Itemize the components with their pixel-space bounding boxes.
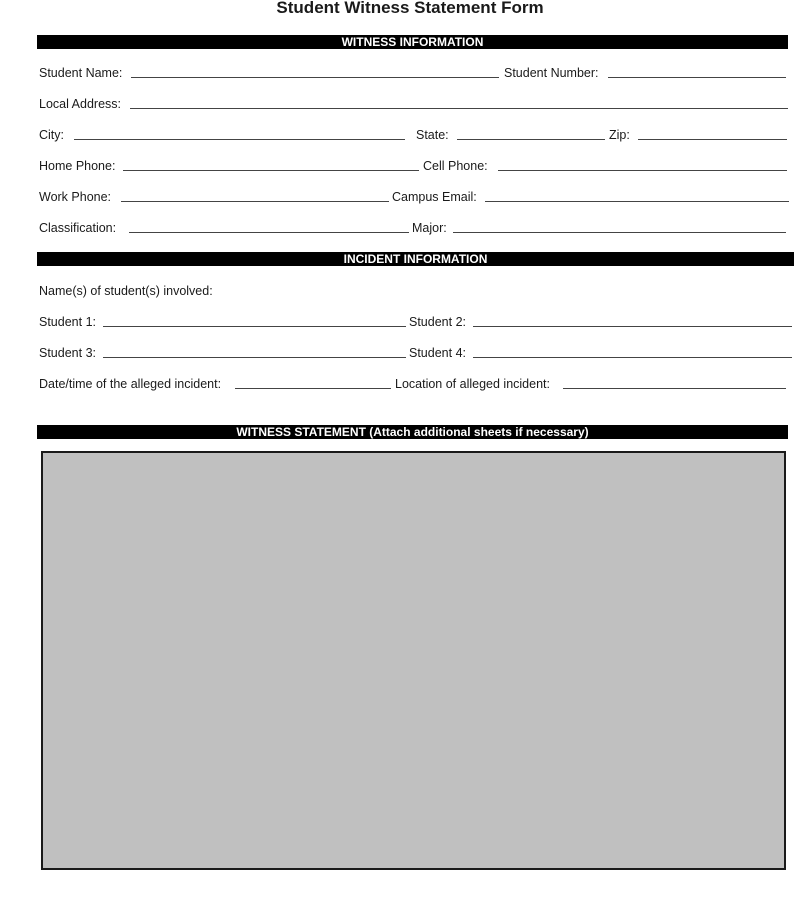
local-address-row — [39, 95, 789, 113]
campus-email-label: Campus Email: — [392, 190, 477, 204]
students-involved-label: Name(s) of student(s) involved: — [39, 284, 213, 298]
city-field[interactable] — [74, 139, 405, 140]
incident-datetime-field[interactable] — [235, 388, 391, 389]
local-address-label: Local Address: — [39, 97, 121, 111]
classification-major-row — [39, 219, 789, 237]
zip-label: Zip: — [609, 128, 630, 142]
student-name-row — [39, 64, 789, 82]
student-number-field[interactable] — [608, 77, 786, 78]
date-location-row — [39, 375, 789, 393]
work-email-row — [39, 188, 791, 206]
incident-datetime-label: Date/time of the alleged incident: — [39, 377, 222, 391]
work-phone-field[interactable] — [121, 201, 389, 202]
cell-phone-label: Cell Phone: — [423, 159, 488, 173]
student-number-label: Student Number: — [504, 66, 599, 80]
student-1-2-row — [39, 313, 793, 331]
student-name-field[interactable] — [131, 77, 499, 78]
state-field[interactable] — [457, 139, 605, 140]
students-involved-row — [39, 282, 789, 300]
incident-information-header: INCIDENT INFORMATION — [37, 252, 794, 266]
witness-information-header: WITNESS INFORMATION — [37, 35, 788, 49]
student-2-field[interactable] — [473, 326, 792, 327]
classification-field[interactable] — [129, 232, 409, 233]
major-label: Major: — [412, 221, 447, 235]
home-phone-field[interactable] — [123, 170, 419, 171]
city-label: City: — [39, 128, 64, 142]
student-3-label: Student 3: — [39, 346, 96, 360]
student-1-field[interactable] — [103, 326, 406, 327]
local-address-field[interactable] — [130, 108, 788, 109]
form-title: Student Witness Statement Form — [276, 0, 544, 17]
cell-phone-field[interactable] — [498, 170, 787, 171]
work-phone-label: Work Phone: — [39, 190, 112, 204]
state-label: State: — [416, 128, 449, 142]
student-1-label: Student 1: — [39, 315, 96, 329]
student-2-label: Student 2: — [409, 315, 466, 329]
student-name-label: Student Name: — [39, 66, 123, 80]
campus-email-field[interactable] — [485, 201, 789, 202]
student-3-4-row — [39, 344, 793, 362]
incident-location-label: Location of alleged incident: — [395, 377, 550, 391]
home-phone-label: Home Phone: — [39, 159, 116, 173]
student-4-label: Student 4: — [409, 346, 466, 360]
incident-location-field[interactable] — [563, 388, 786, 389]
classification-label: Classification: — [39, 221, 117, 235]
witness-statement-header: WITNESS STATEMENT (Attach additional sheets if necessary) — [37, 425, 788, 439]
zip-field[interactable] — [638, 139, 787, 140]
major-field[interactable] — [453, 232, 786, 233]
phone-row — [39, 157, 789, 175]
student-4-field[interactable] — [473, 357, 792, 358]
witness-statement-textarea[interactable] — [41, 451, 786, 870]
city-state-zip-row — [39, 126, 789, 144]
student-3-field[interactable] — [103, 357, 406, 358]
